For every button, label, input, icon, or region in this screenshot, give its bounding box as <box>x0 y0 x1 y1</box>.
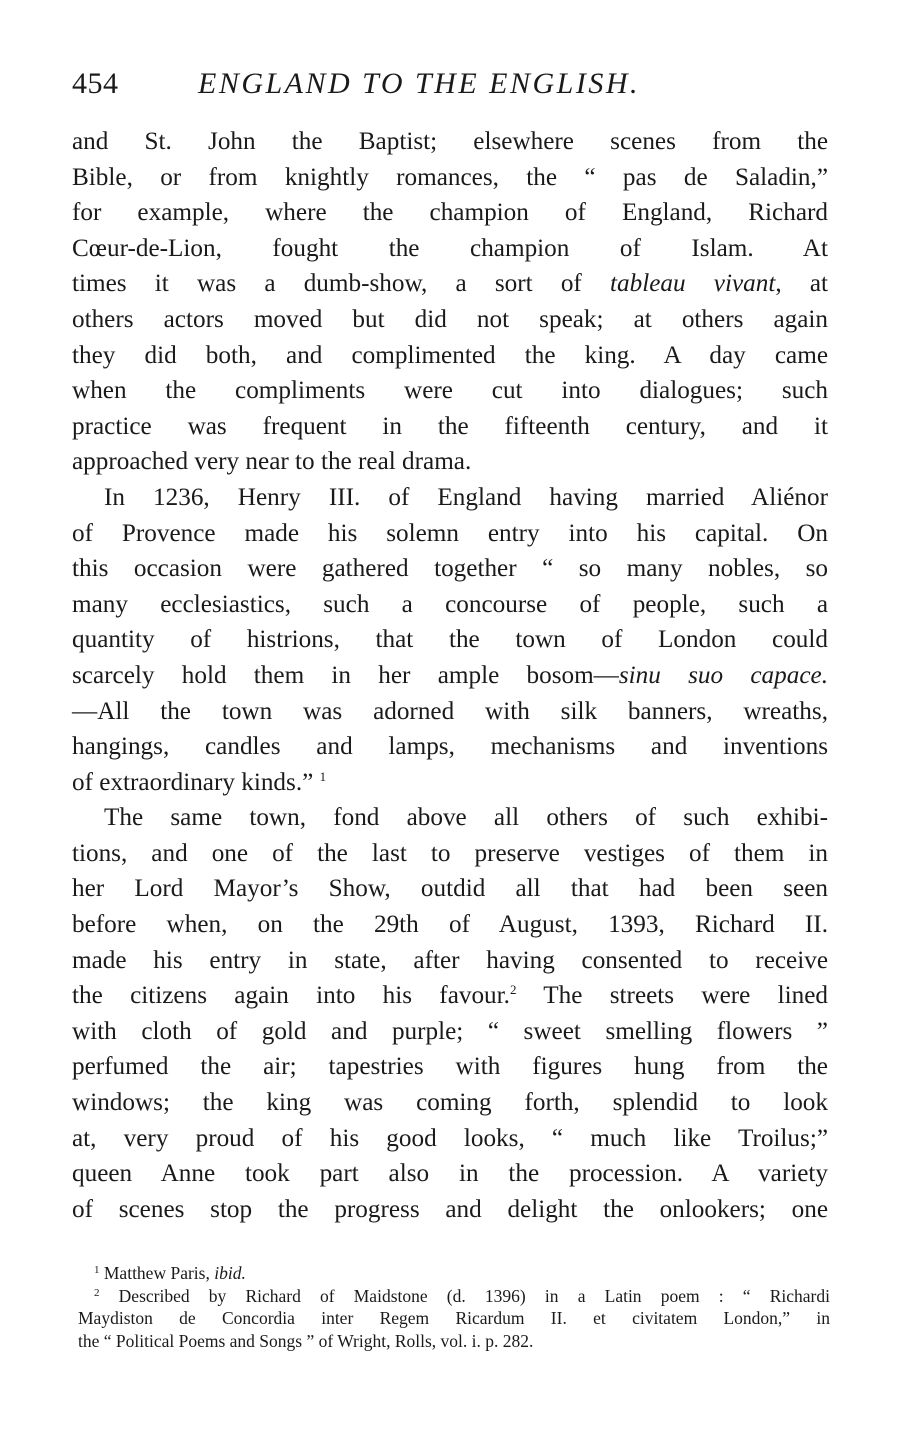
body-line: The same town, fond above all others of such exhibi- <box>104 804 828 832</box>
italic-phrase: sinu suo capace. <box>618 661 828 689</box>
footnote-mark: 2 <box>94 1286 100 1299</box>
body-line <box>72 658 828 694</box>
body-line: Bible, or from knightly romances, the “ pas de Saladin,” <box>72 163 828 191</box>
body-line: when the compliments were cut into dialogues; such <box>72 377 828 405</box>
body-line <box>72 978 828 1014</box>
body-line <box>72 266 828 302</box>
body-line: her Lord Mayor’s Show, outdid all that had been seen <box>72 875 828 903</box>
footnote-2-line: Maydiston de Concordia inter Regem Ricardum II. et civitatem London,” in <box>78 1308 830 1328</box>
body-line: they did both, and complimented the king. A day came <box>72 341 828 369</box>
footnote-ref[interactable]: 2 <box>509 982 517 998</box>
footnote-1 <box>78 1262 830 1285</box>
body-line: Cœur-de-Lion, fought the champion of Islam. At <box>72 234 828 262</box>
body-line: queen Anne took part also in the procession. A variety <box>72 1160 828 1188</box>
italic-phrase: tableau vivant <box>610 270 776 298</box>
body-line: this occasion were gathered together “ so many nobles, so <box>72 555 828 583</box>
running-title: ENGLAND TO THE ENGLISH. <box>198 67 641 100</box>
body-line <box>72 765 828 801</box>
body-line: of scenes stop the progress and delight the onlookers; one <box>72 1195 828 1223</box>
footnote-text: Described by Richard of Maidstone (d. 1396) in a Latin poem : “ Richardi <box>99 1285 830 1306</box>
body-line-text: scarcely hold them in her ample bosom— <box>72 661 619 689</box>
footnote-2-line <box>78 1285 830 1308</box>
body-line-text: of extraordinary kinds.” <box>72 768 320 796</box>
body-line: practice was frequent in the fifteenth century, and it <box>72 412 828 440</box>
body-line: made his entry in state, after having consented to receive <box>72 946 828 974</box>
body-line: tions, and one of the last to preserve vestiges of them in <box>72 839 828 867</box>
body-line-text: , at <box>775 270 828 298</box>
body-line: In 1236, Henry III. of England having married Aliénor <box>104 483 828 511</box>
body-line-text: times it was a dumb-show, a sort of <box>72 270 611 298</box>
body-line: for example, where the champion of England, Richard <box>72 199 828 227</box>
body-line: quantity of histrions, that the town of London could <box>72 626 828 654</box>
running-head <box>72 64 832 104</box>
body-line: before when, on the 29th of August, 1393, Richard II. <box>72 911 828 939</box>
body-line: windows; the king was coming forth, splendid to look <box>72 1089 828 1117</box>
footnote-2-line: the “ Political Poems and Songs ” of Wright, Rolls, vol. i. p. 282. <box>78 1330 534 1351</box>
footnote-mark: 1 <box>94 1264 100 1276</box>
body-line: at, very proud of his good looks, “ much like Troilus;” <box>72 1124 828 1152</box>
body-line-text: the citizens again into his favour. <box>72 982 510 1010</box>
body-line: of Provence made his solemn entry into his capital. On <box>72 519 828 547</box>
body-line: approached very near to the real drama. <box>72 448 472 476</box>
body-text <box>72 124 828 1227</box>
footnote-ref[interactable]: 1 <box>319 768 327 784</box>
page-number: 454 <box>72 67 119 100</box>
footnote-italic: ibid. <box>214 1263 246 1283</box>
body-line: others actors moved but did not speak; at others again <box>72 305 828 333</box>
footnote-text: Matthew Paris, <box>99 1263 215 1283</box>
footnotes <box>78 1262 830 1352</box>
body-line: perfumed the air; tapestries with figures hung from the <box>72 1053 828 1081</box>
body-line: hangings, candles and lamps, mechanisms and inventions <box>72 733 828 761</box>
body-line: with cloth of gold and purple; “ sweet smelling flowers ” <box>72 1017 828 1045</box>
body-line-text: The streets were lined <box>516 982 828 1010</box>
body-line: and St. John the Baptist; elsewhere scenes from the <box>72 128 828 155</box>
body-line: —All the town was adorned with silk banners, wreaths, <box>72 697 828 725</box>
body-line: many ecclesiastics, such a concourse of people, such a <box>72 590 828 618</box>
